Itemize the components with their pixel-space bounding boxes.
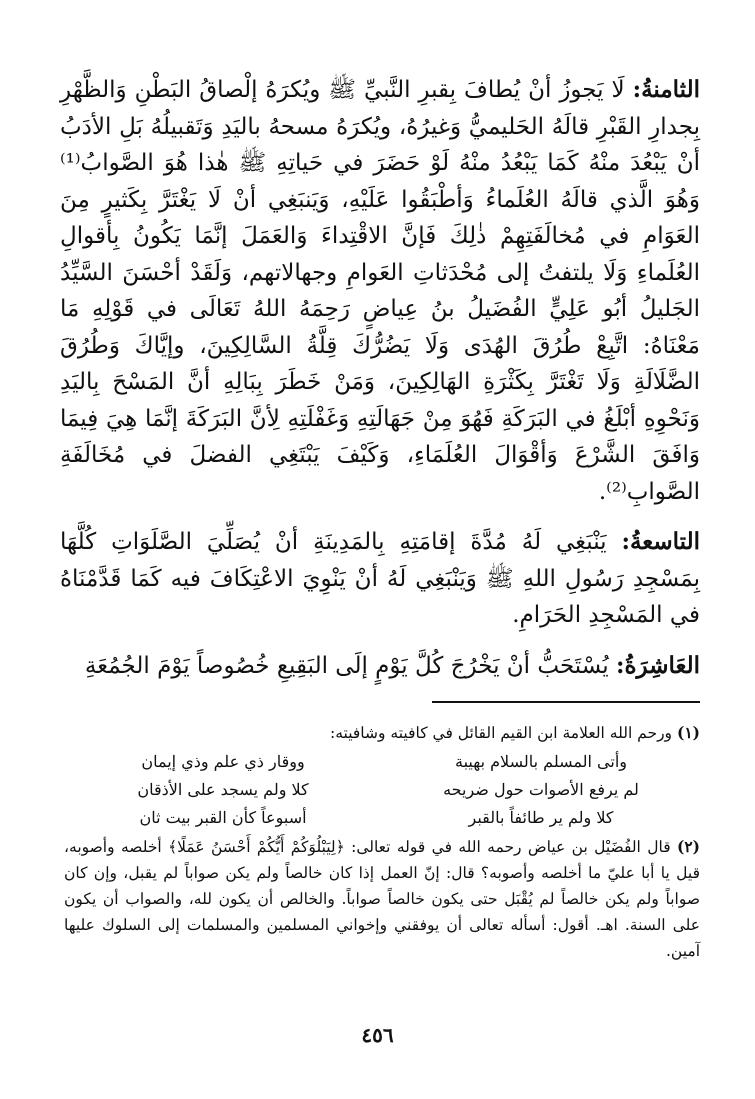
paragraph-lead: التاسعةُ: (621, 528, 701, 555)
paragraph-lead: الثامنةُ: (632, 76, 701, 103)
poem-verse (64, 748, 700, 776)
footnote-text: قال الفُضَيْل بن عياض رحمه الله في قوله تعالى: ﴿لِيَبْلُوَكُمْ أَيُّكُمْ أَحْسَنُ عَمَلًا﴾ أخلصه وأصوبه، قيل يا أبا عليّ ما أخلصه وأصوبه؟ قال: إنّ العمل إذا كان خالصاً ولم يكن صواباً لم يقبل، وإن كان صواباً ولم يكن خالصاً لم يُقْبَل حتى يكون خالصاً صواباً. والخالص أن يكون لله، والصواب أن يكون على السنة. اهـ. أقول: أسأله تعالى أن يوفقني وإخواني المسلمين والمسلمات إلى السلوك عليها آمين. (64, 838, 700, 960)
footnote-2 (64, 834, 700, 964)
footnote-text: ورحم الله العلامة ابن القيم القائل في كافيته وشافيته: (330, 724, 673, 742)
paragraph-eighth (60, 72, 700, 510)
footnote-number: (١) (676, 723, 700, 742)
poem-second-hemistich: ووقار ذي علم وذي إيمان (141, 752, 305, 771)
footnotes (64, 720, 700, 964)
poem-second-hemistich: كلا ولم يسجد على الأذقان (137, 780, 309, 799)
page-number: ٤٥٦ (361, 1023, 394, 1047)
footnote-divider (432, 701, 700, 703)
poem-verse (64, 804, 700, 832)
paragraph-tenth (60, 648, 700, 685)
footnote-1 (64, 720, 700, 746)
paragraph-body: يَنْبَغِي لَهُ مُدَّةَ إقامَتِهِ بِالمَدِينَةِ أنْ يُصَلِّيَ الصَّلَوَاتِ كُلَّهَا بِمَسْجِدِ رَسُولِ اللهِ ﷺ وَيَنْبَغِي لَهُ أنْ يَنْوِيَ الاعْتِكَافَ فيه كَمَا قَدَّمْنَاهُ في المَسْجِدِ الحَرَامِ. (60, 529, 700, 628)
paragraph-body: يُسْتَحَبُّ أنْ يَخْرُجَ كُلَّ يَوْمٍ إلَى البَقِيعِ خُصُوصاً يَوْمَ الجُمُعَةِ (84, 652, 609, 679)
paragraph-lead: العَاشِرَةُ: (615, 651, 700, 679)
poem (64, 748, 700, 832)
poem-first-hemistich: كلا ولم ير طائفاً بالقبر (468, 808, 614, 827)
paragraph-ninth (60, 524, 700, 634)
poem-verse (64, 776, 700, 804)
poem-first-hemistich: وأتى المسلم بالسلام بهيبة (455, 752, 627, 771)
poem-second-hemistich: أسبوعاً كأن القبر بيت ثان (139, 808, 307, 827)
paragraph-body: لَا يَجوزُ أنْ يُطافَ بِقبرِ النَّبيِّ ﷺ ويُكرَهُ إلْصاقُ البَطْنِ وَالظَّهْرِ بِجدارِ القَبْرِ قالَهُ الحَليميُّ وَغيرُهُ، ويُكرَهُ مسحهُ باليَدِ وَتَقبيلُهُ بَلِ الأدَبُ أنْ يَبْعُدَ منْهُ كَمَا يَبْعُدُ منْهُ لَوْ حَضَرَ في حَياتِهِ ﷺ هٰذا هُوَ الصَّوابُ⁽¹⁾ وَهُوَ الَّذي قالَهُ العُلَماءُ وَأطْبَقُوا عَلَيْهِ، وَيَنبَغِي أنْ لَا يَغْتَرَّ بِكَثيرٍ مِنَ العَوَامِ في مُخالَفَتِهِمْ ذٰلِكَ فَإنَّ الاقْتِداءَ وَالعَمَلَ إنَّمَا يَكُونُ بِأقوالِ العُلَماءِ وَلَا يلتفتُ إلى مُحْدَثاتِ العَوامِ وجهالاتهم، وَلَقَدْ أحْسَنَ السَّيِّدُ الجَليلُ أبُو عَلِيٍّ الفُضَيلُ بنُ عِياضٍ رَحِمَهُ اللهُ تَعَالَى في قَوْلِهِ مَا مَعْنَاهُ: اتَّبِعْ طُرُقَ الهُدَى وَلَا يَضُرُّكَ قِلَّةُ السَّالِكِينَ، وإيَّاكَ وَطُرُقَ الضَّلَالَةِ وَلَا تَغْتَرَّ بِكَثْرَةِ الهَالِكِينَ، وَمَنْ خَطَرَ بِبَالِهِ أنَّ المَسْحَ بِاليَدِ وَنَحْوِهِ أبْلَغُ في البَرَكَةِ فَهُوَ مِنْ جَهَالَتِهِ وَغَفْلَتِهِ لِأنَّ البَرَكَةَ إنَّمَا هِيَ فِيمَا وَافَقَ الشَّرْعَ وَأقْوَالَ العُلَمَاءِ، وَكَيْفَ يَبْتَغِي الفضلَ في مُخَالَفَةِ الصَّوابِ⁽²⁾. (60, 77, 700, 505)
main-text (60, 72, 700, 684)
footnote-number: (٢) (676, 837, 700, 856)
poem-first-hemistich: لم يرفع الأصوات حول ضريحه (443, 780, 639, 799)
